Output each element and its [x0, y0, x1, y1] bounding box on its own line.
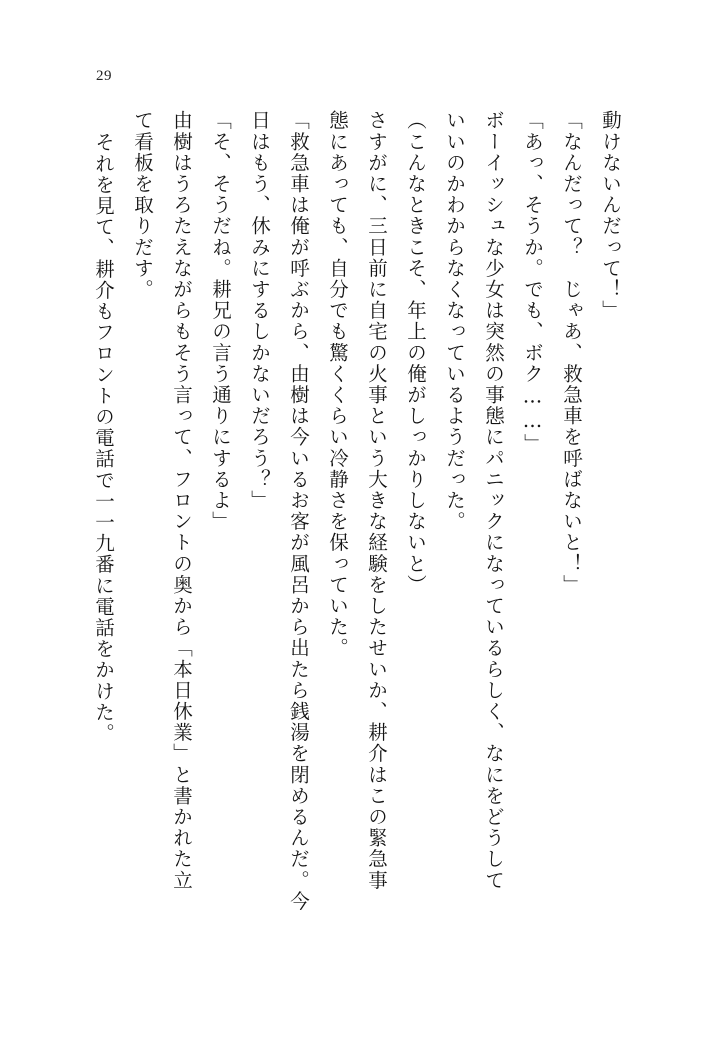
text-column: いいのかわからなくなっているようだった。 [443, 110, 466, 532]
text-column: 動けないんだって！」 [599, 110, 622, 321]
text-column: 由樹はうろたえながらもそう言って、フロントの奥から「本日休業」と書かれた立 [170, 110, 193, 891]
text-column: 「そ、そうだね。耕兄の言う通りにするよ」 [209, 110, 232, 532]
text-column: 態にあっても、自分でも驚くくらい冷静さを保っていた。 [326, 110, 349, 659]
text-column: さすがに、三日前に自宅の火事という大きな経験をしたせいか、耕介はこの緊急事 [365, 110, 388, 891]
text-column: 日はもう、休みにするしかないだろう？」 [248, 110, 271, 511]
vertical-text-body [74, 110, 620, 950]
text-column: 「救急車は俺が呼ぶから、由樹は今いるお客が風呂から出たら銭湯を閉めるんだ。今 [287, 110, 310, 912]
text-column: 「なんだって？ じゃあ、救急車を呼ばないと！」 [560, 110, 583, 596]
text-column: 「あっ、そうか。でも、ボク……」 [521, 110, 544, 455]
page-number: 29 [96, 68, 112, 84]
text-column: それを見て、耕介もフロントの電話で一一九番に電話をかけた。 [92, 132, 115, 744]
text-column: ボーイッシュな少女は突然の事態にパニックになっているらしく、なにをどうして [482, 110, 505, 891]
text-column: （こんなときこそ、年上の俺がしっかりしないと） [404, 110, 427, 596]
text-column: て看板を取りだす。 [131, 110, 154, 300]
